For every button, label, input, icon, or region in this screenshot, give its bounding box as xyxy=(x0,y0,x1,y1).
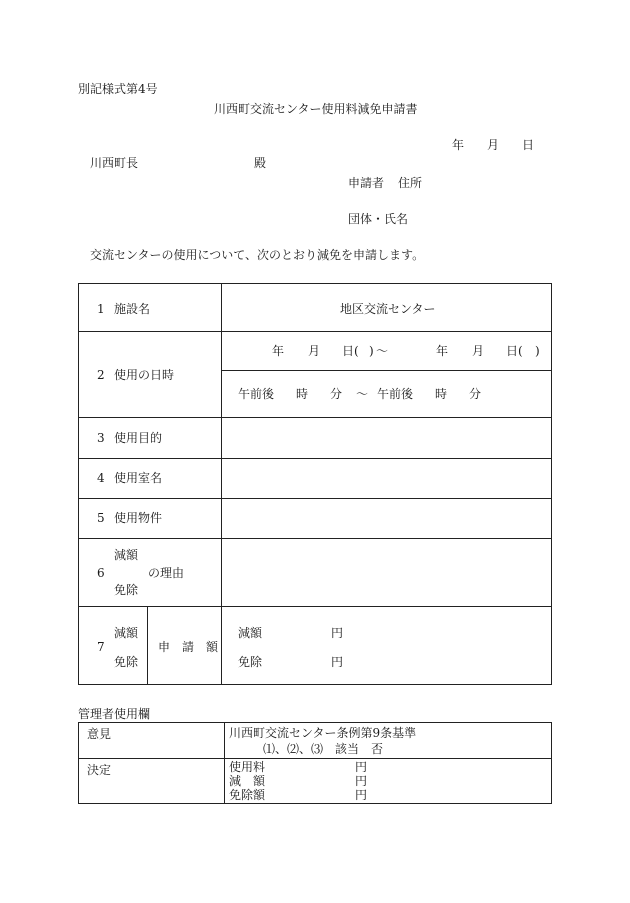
facility-label: 施設名 xyxy=(114,302,151,316)
row1-number: 1 xyxy=(97,302,105,316)
items-field[interactable] xyxy=(229,504,545,532)
start-month[interactable]: 月 xyxy=(308,344,321,358)
row2-number: 2 xyxy=(97,368,105,382)
decision-fee-yen[interactable]: 円 xyxy=(355,760,368,774)
decision-exemption-label: 免除額 xyxy=(229,788,266,802)
items-label: 使用物件 xyxy=(114,511,163,525)
application-table xyxy=(78,283,552,685)
form-number: 別記様式第4号 xyxy=(78,82,158,96)
org-name-label: 団体・氏名 xyxy=(348,212,409,226)
end-weekday-close: ) xyxy=(535,344,540,358)
address-label: 住所 xyxy=(398,176,423,190)
opinion-line2[interactable]: ⑴、⑵、⑶ 該当 否 xyxy=(263,742,384,756)
start-weekday-close: ) xyxy=(369,344,374,358)
intro-text: 交流センターの使用について、次のとおり減免を申請します。 xyxy=(90,248,425,262)
document-title: 川西町交流センター使用料減免申請書 xyxy=(214,102,418,116)
addressee: 川西町長 xyxy=(90,156,139,170)
start-minute[interactable]: 分 xyxy=(330,387,343,401)
date-year: 年 xyxy=(452,138,465,152)
decision-reduction-label: 減 額 xyxy=(229,774,266,788)
purpose-field[interactable] xyxy=(229,424,545,452)
reduction-amount-label: 減額 xyxy=(238,626,263,640)
decision-reduction-yen[interactable]: 円 xyxy=(355,774,368,788)
start-day[interactable]: 日( xyxy=(342,344,359,358)
date-day: 日 xyxy=(522,138,535,152)
datetime-label: 使用の日時 xyxy=(114,368,175,382)
end-day[interactable]: 日( xyxy=(506,344,523,358)
row3-number: 3 xyxy=(97,431,105,445)
end-ampm[interactable]: 午前後 xyxy=(377,387,414,401)
start-year[interactable]: 年 xyxy=(272,344,285,358)
end-month[interactable]: 月 xyxy=(472,344,485,358)
time-tilde: 〜 xyxy=(356,387,369,401)
end-hour[interactable]: 時 xyxy=(435,387,448,401)
decision-fee-label: 使用料 xyxy=(229,760,266,774)
application-amount-label: 申 請 額 xyxy=(158,640,219,654)
exemption-yen[interactable]: 円 xyxy=(331,655,344,669)
admin-section-title: 管理者使用欄 xyxy=(78,707,151,721)
purpose-label: 使用目的 xyxy=(114,431,163,445)
reduction-yen[interactable]: 円 xyxy=(331,626,344,640)
opinion-line1: 川西町交流センター条例第9条基準 xyxy=(229,726,417,740)
row4-number: 4 xyxy=(97,471,105,485)
exemption-amount-label: 免除 xyxy=(238,655,263,669)
row7-number: 7 xyxy=(97,640,105,654)
date-month: 月 xyxy=(487,138,500,152)
amount-label-top: 減額 xyxy=(114,626,139,640)
row5-number: 5 xyxy=(97,511,105,525)
reason-field[interactable] xyxy=(229,546,545,600)
facility-value[interactable]: 地区交流センター xyxy=(340,302,436,316)
honorific: 殿 xyxy=(254,156,267,170)
end-minute[interactable]: 分 xyxy=(469,387,482,401)
start-ampm[interactable]: 午前後 xyxy=(238,387,275,401)
amount-label-bottom: 免除 xyxy=(114,655,139,669)
reason-label-mid: の理由 xyxy=(148,566,185,580)
reason-label-bottom: 免除 xyxy=(114,583,139,597)
date-tilde: 〜 xyxy=(376,344,389,358)
row6-number: 6 xyxy=(97,566,105,580)
reason-label-top: 減額 xyxy=(114,548,139,562)
applicant-label: 申請者 xyxy=(348,176,385,190)
room-field[interactable] xyxy=(229,464,545,492)
decision-exemption-yen[interactable]: 円 xyxy=(355,788,368,802)
room-label: 使用室名 xyxy=(114,471,163,485)
opinion-label: 意見 xyxy=(87,727,112,741)
admin-table xyxy=(78,722,552,804)
end-year[interactable]: 年 xyxy=(436,344,449,358)
start-hour[interactable]: 時 xyxy=(296,387,309,401)
decision-label: 決定 xyxy=(87,763,112,777)
